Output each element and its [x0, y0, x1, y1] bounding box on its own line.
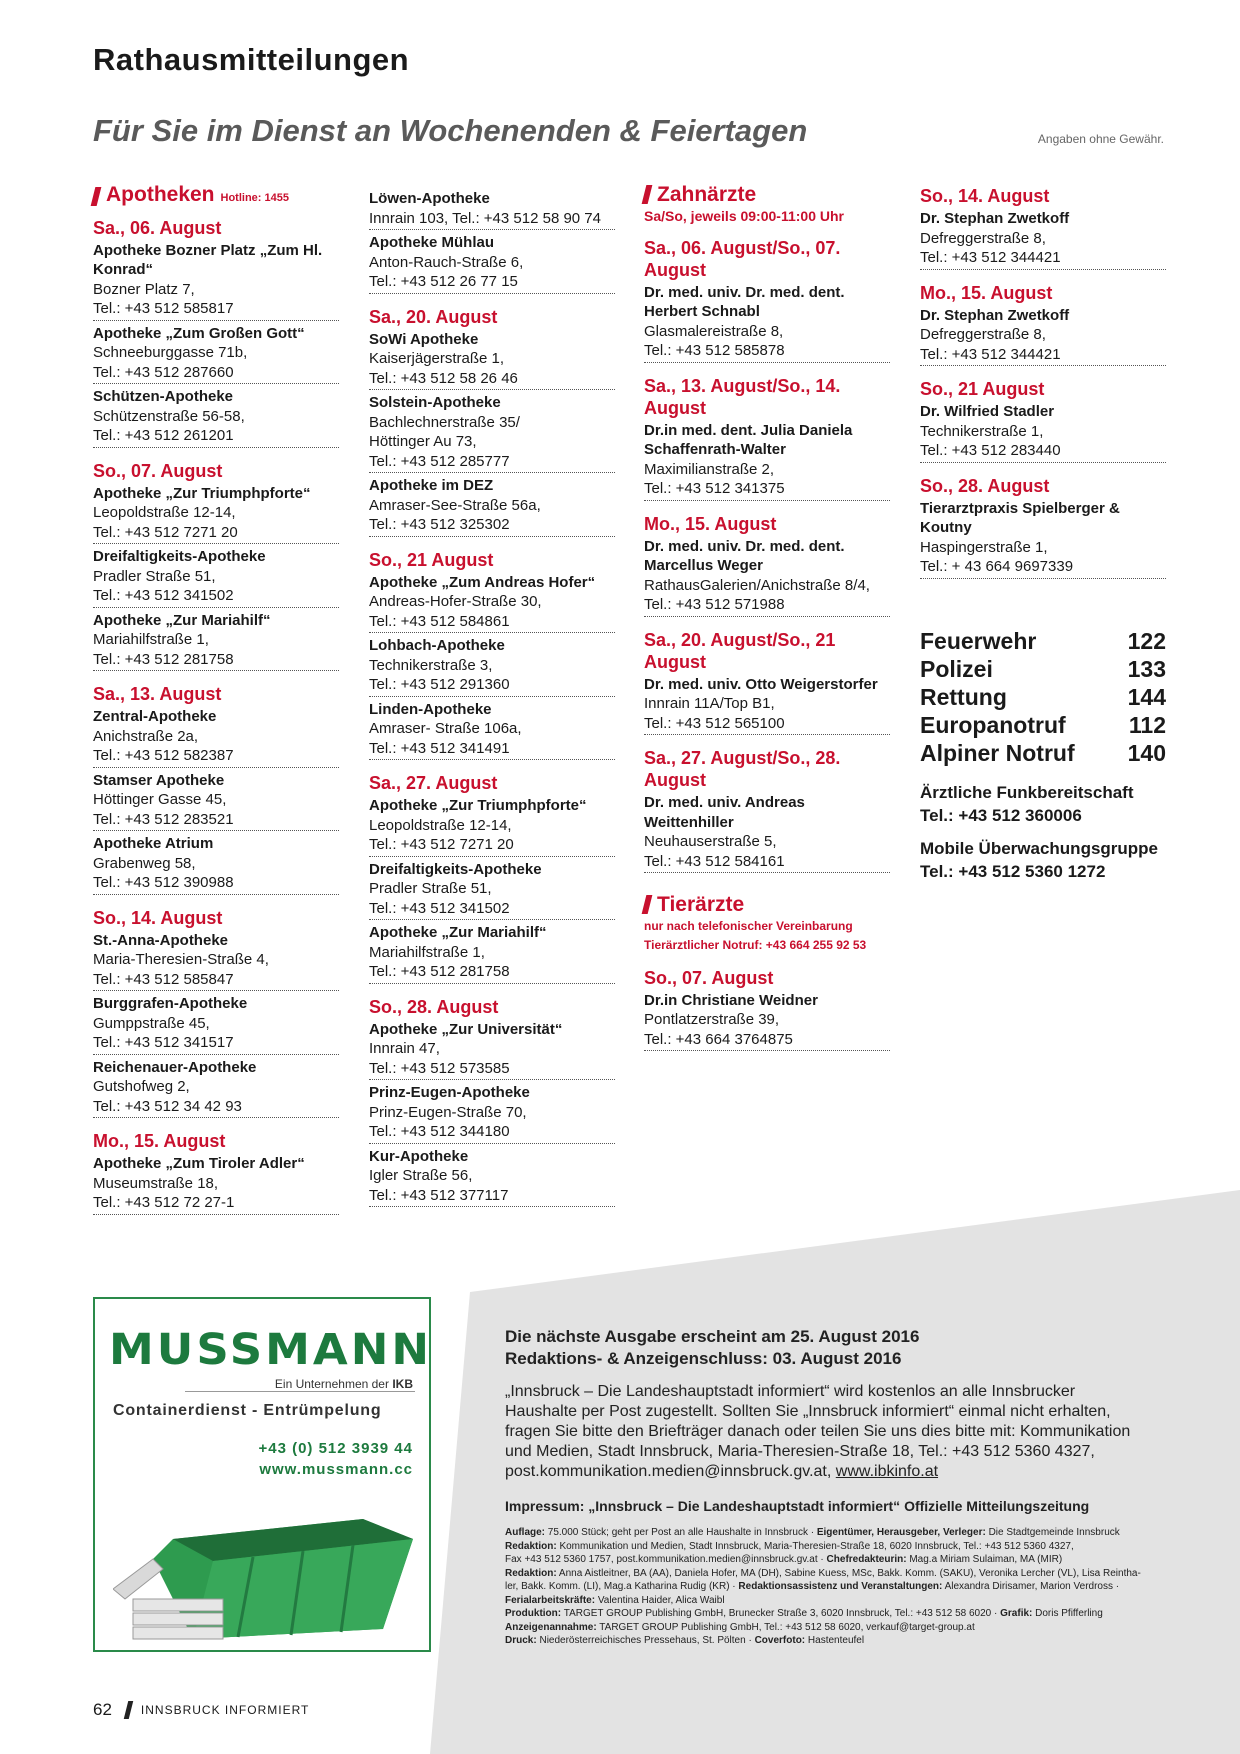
pharmacy-entry: [369, 860, 615, 921]
pharmacy-detail: Schneeburggasse 71b,: [93, 344, 248, 361]
doctor-name: Dr.in Christiane Weidner: [644, 991, 818, 1009]
ad-website[interactable]: www.mussmann.cc: [259, 1461, 413, 1478]
doctor-detail: Technikerstraße 1,: [920, 422, 1044, 440]
pharmacy-name: Apotheke „Zur Universität“: [369, 1020, 563, 1038]
pharmacy-detail: Maria-Theresien-Straße 4,: [93, 951, 269, 968]
date-heading: Mo., 15. August: [93, 1131, 226, 1151]
ad-divider: [185, 1391, 415, 1392]
pharmacy-name: Apotheke „Zum Großen Gott“: [93, 324, 305, 342]
pharmacy-name: Solstein-Apotheke: [369, 394, 501, 411]
date-heading: Sa., 27. August/So., 28. August: [644, 748, 841, 790]
pharmacy-entry: [93, 931, 339, 992]
pharmacy-name: St.-Anna-Apotheke: [93, 931, 228, 949]
pharmacy-detail: Schützenstraße 56-58,: [93, 407, 245, 425]
pharmacy-detail: Igler Straße 56,: [369, 1167, 473, 1184]
doctor-name: Dr. med. univ. Dr. med. dent. Herbert Schnabl: [644, 283, 845, 320]
doctor-entry: [644, 991, 890, 1052]
ad-phone: +43 (0) 512 3939 44: [258, 1440, 413, 1457]
pharmacy-entry: [93, 1154, 339, 1215]
pharmacy-detail: Bachlechnerstraße 35/: [369, 413, 520, 431]
pharmacy-entry: [369, 1083, 615, 1144]
doctor-detail: Tel.: +43 512 341375: [644, 480, 785, 497]
pharmacy-detail: Tel.: +43 512 281758: [369, 963, 510, 980]
pharmacy-detail: Innrain 47,: [369, 1040, 440, 1057]
pharmacy-name: Apotheke „Zur Mariahilf“: [369, 924, 547, 941]
section-bar-icon: [642, 895, 653, 914]
imprint-line: Produktion: TARGET GROUP Publishing GmbH, Brunecker Straße 3, 6020 Innsbruck, Tel.: +43 512 58 6020 · Grafik: Doris Pfifferling: [505, 1608, 1103, 1619]
doctor-entry: [644, 283, 890, 363]
imprint-line: Auflage: 75.000 Stück; geht per Post an alle Haushalte in Innsbruck · Eigentümer, Herausgeber, Verleger: Die Stadtgemeinde Innsbruck: [505, 1527, 1120, 1538]
pharmacy-detail: Innrain 103, Tel.: +43 512 58 90 74: [369, 209, 601, 227]
date-heading: So., 28. August: [369, 996, 499, 1017]
date-heading: Sa., 20. August: [369, 306, 498, 327]
pharmacy-detail: Tel.: +43 512 325302: [369, 516, 510, 533]
pharmacy-detail: Bozner Platz 7,: [93, 280, 195, 298]
ibkinfo-link[interactable]: www.ibkinfo.at: [835, 1463, 939, 1480]
emergency-numbers: [920, 627, 1166, 767]
doctor-detail: Tel.: + 43 664 9697339: [920, 558, 1074, 575]
pharmacy-entry: [93, 707, 339, 768]
imprint-line: Redaktion: Kommunikation und Medien, Stadt Innsbruck, Maria-Theresien-Straße 18, 6020 Innsbruck, Tel.: +43 512 5360 4327,: [505, 1540, 1074, 1552]
dentists-heading: Zahnärzte: [644, 185, 890, 205]
doctor-name: Dr. Wilfried Stadler: [920, 403, 1055, 420]
emergency-number-row: [920, 739, 1166, 767]
pharmacy-detail: Amraser- Straße 106a,: [369, 720, 522, 737]
pharmacy-name: Löwen-Apotheke: [369, 190, 490, 207]
section-bar-icon: [642, 185, 653, 204]
pharmacy-entry: [93, 241, 339, 321]
pharmacy-detail: Anton-Rauch-Straße 6,: [369, 253, 524, 271]
pharmacy-detail: Tel.: +43 512 584861: [369, 612, 510, 630]
pharmacy-entry: [369, 573, 615, 634]
imprint-line: Ferialarbeitskräfte: Valentina Haider, Alica Waibl: [505, 1594, 725, 1606]
pharmacy-entry: [93, 484, 339, 545]
waste-container-icon: [113, 1489, 413, 1649]
pharmacy-entry: [93, 611, 339, 672]
vet-list: [644, 967, 890, 1052]
pharmacy-detail: Tel.: +43 512 261201: [93, 427, 234, 444]
doctor-entry: [644, 421, 890, 501]
pharmacy-entry: [369, 1147, 615, 1208]
doctor-detail: Tel.: +43 512 344421: [920, 249, 1061, 266]
emergency-label: Rettung: [920, 683, 1007, 710]
doctor-entry: [644, 675, 890, 736]
pharmacy-entry: [369, 189, 615, 230]
emergency-label: Europanotruf: [920, 711, 1066, 738]
doctor-detail: Tel.: +43 664 3764875: [644, 1030, 793, 1048]
emergency-number: 112: [1128, 711, 1166, 738]
doctor-entry: [920, 306, 1166, 367]
pharmacy-hotline: Hotline: 1455: [220, 192, 289, 204]
pharmacy-detail: Anichstraße 2a,: [93, 727, 199, 745]
emergency-number: 140: [1127, 739, 1166, 766]
vet-list-continued: [920, 185, 1166, 579]
pharmacy-name: Apotheke „Zur Triumphpforte“: [369, 797, 587, 814]
date-heading: So., 14. August: [920, 186, 1050, 206]
pharmacy-detail: Tel.: +43 512 341517: [93, 1034, 234, 1051]
emergency-number: 144: [1127, 683, 1166, 710]
pharmacy-detail: Gumppstraße 45,: [93, 1014, 210, 1032]
pharmacy-detail: Pradler Straße 51,: [369, 880, 492, 897]
pharmacies-column-1: [93, 185, 339, 1218]
pharmacy-name: Kur-Apotheke: [369, 1147, 469, 1165]
mobile-monitoring-group: Mobile Überwachungsgruppe Tel.: +43 512 5360 1272: [920, 838, 1159, 881]
imprint-line: Fax +43 512 5360 1757, post.kommunikation.medien@innsbruck.gv.at · Chefredakteurin: Mag.a Miriam Sulaiman, MA (MIR): [505, 1554, 1063, 1565]
dentist-list: [644, 237, 890, 874]
pharmacy-detail: Tel.: +43 512 390988: [93, 874, 234, 891]
pharmacy-entry: [93, 1058, 339, 1119]
doctor-name: Dr. med. univ. Otto Weigerstorfer: [644, 675, 878, 693]
pharmacy-detail: Höttinger Au 73,: [369, 433, 477, 450]
pharmacy-detail: Tel.: +43 512 34 42 93: [93, 1097, 242, 1115]
pharmacy-entry: [93, 324, 339, 385]
pharmacy-name: Apotheke Bozner Platz „Zum Hl. Konrad“: [93, 241, 323, 278]
emergency-number-row: [920, 711, 1166, 739]
info-body: „Innsbruck – Die Landeshauptstadt informiert“ wird kostenlos an alle Innsbrucker Haushalte per Post zugestellt. Sollten Sie „Innsbruck informiert“ einmal nicht erhalten, fragen Sie bitte den Briefträger danach oder teilen Sie uns dies bitte mit: Kommunikation und Medien, Stadt Innsbruck, Maria-Theresien-Straße 18, Tel.: +43 512 5360 4327, post.kommunikation.medien@innsbruck.gv.at, www.ibkinfo.at: [505, 1383, 1131, 1480]
pharmacy-detail: Tel.: +43 512 281758: [93, 650, 234, 668]
pharmacy-entry: [369, 923, 615, 984]
mussmann-logo: MUSSMANN: [109, 1324, 433, 1375]
page-title: Rathausmitteilungen: [93, 42, 410, 77]
pharmacy-entry: [369, 476, 615, 537]
imprint-text: [505, 1526, 1143, 1648]
publication-name: INNSBRUCK INFORMIERT: [140, 1703, 310, 1717]
doctor-detail: Tel.: +43 512 571988: [644, 596, 785, 613]
date-heading: Sa., 13. August: [93, 684, 222, 704]
pharmacy-entry: [93, 387, 339, 448]
doctor-entry: [644, 537, 890, 617]
pharmacy-detail: Leopoldstraße 12-14,: [93, 504, 236, 521]
pharmacy-detail: Amraser-See-Straße 56a,: [369, 496, 541, 514]
deadline: Redaktions- & Anzeigenschluss: 03. August 2016: [505, 1349, 902, 1368]
pharmacy-name: Apotheke im DEZ: [369, 477, 494, 494]
pharmacy-name: Reichenauer-Apotheke: [93, 1058, 257, 1076]
doctor-name: Dr. Stephan Zwetkoff: [920, 210, 1070, 227]
pharmacy-entry: [369, 796, 615, 857]
pharmacy-detail: Tel.: +43 512 341491: [369, 739, 510, 757]
emergency-number-row: [920, 655, 1166, 683]
pharmacy-list-continued: [369, 189, 615, 1207]
doctor-entry: [920, 209, 1166, 270]
emergency-label: Feuerwehr: [920, 627, 1037, 654]
pharmacy-name: Apotheke „Zur Triumphpforte“: [93, 484, 311, 502]
date-heading: So., 14. August: [93, 907, 223, 928]
vets-emergency: Tierärztlicher Notruf: +43 664 255 92 53: [644, 937, 867, 952]
pharmacy-detail: Tel.: +43 512 7271 20: [369, 836, 514, 853]
pharmacy-name: Apotheke „Zum Tiroler Adler“: [93, 1155, 305, 1172]
date-heading: So., 07. August: [93, 460, 223, 481]
pharmacy-entry: [369, 1020, 615, 1081]
page-subtitle: Für Sie im Dienst an Wochenenden & Feiertagen: [93, 113, 808, 148]
doctor-name: Dr. med. univ. Dr. med. dent. Marcellus Weger: [644, 537, 845, 574]
date-heading: Sa., 27. August: [369, 773, 498, 793]
dentists-column: [644, 185, 890, 1054]
pharmacy-detail: Technikerstraße 3,: [369, 656, 493, 674]
impressum-heading: Impressum: „Innsbruck – Die Landeshauptstadt informiert“ Offizielle Mitteilungszeitung: [505, 1498, 1090, 1514]
pharmacy-detail: Tel.: +43 512 26 77 15: [369, 273, 518, 290]
emergency-label: Alpiner Notruf: [920, 739, 1075, 766]
date-heading: Sa., 06. August/So., 07. August: [644, 237, 841, 280]
ad-parent-company: Ein Unternehmen der IKB: [274, 1377, 413, 1391]
ad-service: Containerdienst - Entrümpelung: [113, 1402, 382, 1419]
date-heading: Sa., 20. August/So., 21 August: [644, 629, 836, 672]
doctor-detail: RathausGalerien/Anichstraße 8/4,: [644, 576, 870, 594]
doctor-detail: Defreggerstraße 8,: [920, 229, 1046, 247]
pharmacy-name: Linden-Apotheke: [369, 700, 492, 718]
mussmann-advertisement[interactable]: [93, 1297, 431, 1652]
pharmacy-detail: Tel.: +43 512 585847: [93, 970, 234, 988]
date-heading: So., 28. August: [920, 475, 1050, 496]
doctor-detail: Tel.: +43 512 283440: [920, 442, 1061, 459]
doctor-detail: Haspingerstraße 1,: [920, 538, 1048, 556]
pharmacy-entry: [93, 547, 339, 608]
date-heading: So., 21 August: [369, 549, 494, 570]
footer-bar-icon: [124, 1701, 133, 1719]
pharmacy-detail: Tel.: +43 512 7271 20: [93, 523, 238, 541]
pharmacy-name: Dreifaltigkeits-Apotheke: [369, 860, 542, 878]
date-heading: Sa., 13. August/So., 14. August: [644, 375, 841, 418]
date-heading: Mo., 15. August: [920, 282, 1053, 303]
pharmacy-name: Apotheke „Zum Andreas Hofer“: [369, 573, 596, 591]
doctor-entry: [920, 402, 1166, 463]
pharmacy-detail: Tel.: +43 512 341502: [93, 587, 234, 604]
pharmacy-detail: Tel.: +43 512 341502: [369, 899, 510, 917]
pharmacy-entry: [93, 771, 339, 832]
pharmacy-detail: Tel.: +43 512 72 27-1: [93, 1194, 235, 1211]
page-footer: [93, 1700, 309, 1720]
pharmacy-detail: Tel.: +43 512 344180: [369, 1123, 510, 1140]
publication-info: [505, 1326, 1143, 1648]
imprint-line: ler, Bakk. Komm. (LI), Mag.a Katharina Rudig (KR) · Redaktionsassistenz und Veranstaltungen: Alexandra Dirisamer, Marion Verdross ·: [505, 1581, 1120, 1592]
doctor-detail: Tel.: +43 512 344421: [920, 345, 1061, 363]
doctor-name: Dr. Stephan Zwetkoff: [920, 306, 1070, 324]
date-heading: Sa., 06. August: [93, 217, 222, 238]
doctor-detail: Glasmalereistraße 8,: [644, 322, 784, 340]
pharmacy-entry: [369, 233, 615, 294]
pharmacy-detail: Museumstraße 18,: [93, 1174, 219, 1192]
doctor-name: Dr. med. univ. Andreas Weittenhiller: [644, 794, 805, 831]
pharmacies-heading: Apotheken Hotline: 1455: [93, 185, 339, 209]
doctor-detail: Defreggerstraße 8,: [920, 326, 1046, 343]
emergency-number-row: [920, 627, 1166, 655]
pharmacy-detail: Tel.: +43 512 285777: [369, 452, 510, 470]
doctor-name: Tierarztpraxis Spielberger & Koutny: [920, 499, 1120, 536]
disclaimer: Angaben ohne Gewähr.: [1037, 132, 1164, 146]
date-heading: So., 21 August: [920, 379, 1045, 399]
emergency-number: 133: [1127, 655, 1166, 682]
pharmacy-detail: Tel.: +43 512 287660: [93, 363, 234, 381]
date-heading: So., 07. August: [644, 967, 774, 988]
dentists-hours: Sa/So, jeweils 09:00-11:00 Uhr: [644, 207, 844, 224]
pharmacy-name: Burggrafen-Apotheke: [93, 995, 248, 1012]
pharmacy-detail: Leopoldstraße 12-14,: [369, 816, 512, 834]
emergency-number-row: [920, 683, 1166, 711]
pharmacy-entry: [93, 834, 339, 895]
pharmacy-detail: Pradler Straße 51,: [93, 567, 216, 585]
medical-radio: Ärztliche Funkbereitschaft Tel.: +43 512 360006: [920, 782, 1134, 825]
pharmacy-detail: Gutshofweg 2,: [93, 1078, 190, 1095]
pharmacy-name: Stamser Apotheke: [93, 771, 225, 789]
pharmacy-entry: [369, 700, 615, 761]
vets-column-continued: [920, 185, 1166, 883]
date-heading: Mo., 15. August: [644, 513, 777, 534]
emergency-number: 122: [1127, 627, 1166, 654]
pharmacy-name: Prinz-Eugen-Apotheke: [369, 1084, 530, 1101]
pharmacy-detail: Mariahilfstraße 1,: [93, 631, 209, 648]
doctor-entry: [920, 499, 1166, 579]
pharmacy-entry: [369, 636, 615, 697]
section-bar-icon: [91, 187, 102, 206]
page-number: 62: [93, 1700, 112, 1719]
doctor-detail: Pontlatzerstraße 39,: [644, 1011, 780, 1028]
pharmacy-entry: [369, 393, 615, 473]
pharmacy-detail: Tel.: +43 512 283521: [93, 810, 234, 828]
imprint-line: Druck: Niederösterreichisches Pressehaus, St. Pölten · Coverfoto: Hastenteufel: [505, 1635, 865, 1646]
pharmacy-detail: Andreas-Hofer-Straße 30,: [369, 593, 542, 610]
imprint-line: Anzeigenannahme: TARGET GROUP Publishing GmbH, Tel.: +43 512 58 6020, verkauf@target-group.at: [505, 1621, 975, 1633]
doctor-entry: [644, 793, 890, 873]
pharmacy-detail: Mariahilfstraße 1,: [369, 943, 485, 961]
vets-heading: Tierärzte: [644, 895, 890, 915]
next-issue: Die nächste Ausgabe erscheint am 25. August 2016: [505, 1327, 920, 1346]
doctor-detail: Innrain 11A/Top B1,: [644, 695, 775, 712]
doctor-name: Dr.in med. dent. Julia Daniela Schaffenrath-Walter: [644, 421, 853, 458]
pharmacy-name: Schützen-Apotheke: [93, 388, 234, 405]
pharmacy-detail: Tel.: +43 512 377117: [369, 1186, 509, 1204]
emergency-label: Polizei: [920, 655, 993, 682]
pharmacy-detail: Tel.: +43 512 58 26 46: [369, 369, 518, 387]
pharmacy-list: [93, 217, 339, 1215]
pharmacy-name: Zentral-Apotheke: [93, 708, 217, 725]
pharmacy-name: Lohbach-Apotheke: [369, 637, 505, 654]
pharmacies-column-2: [369, 189, 615, 1210]
pharmacy-detail: Tel.: +43 512 291360: [369, 676, 510, 693]
doctor-detail: Tel.: +43 512 585878: [644, 342, 785, 359]
pharmacy-name: Dreifaltigkeits-Apotheke: [93, 548, 266, 565]
pharmacy-detail: Höttinger Gasse 45,: [93, 791, 227, 808]
doctor-detail: Maximilianstraße 2,: [644, 460, 775, 478]
pharmacy-name: Apotheke Mühlau: [369, 234, 495, 251]
pharmacy-name: Apotheke Atrium: [93, 835, 214, 852]
pharmacy-detail: Prinz-Eugen-Straße 70,: [369, 1103, 527, 1121]
pharmacy-entry: [369, 330, 615, 391]
pharmacy-detail: Tel.: +43 512 582387: [93, 747, 234, 764]
imprint-line: Redaktion: Anna Aistleitner, BA (AA), Daniela Hofer, MA (DH), Sabine Kuess, MSc, Bakk. Komm. (SAKU), Veronika Lercher (VL), Lisa Reintha-: [505, 1567, 1141, 1579]
pharmacy-detail: Kaiserjägerstraße 1,: [369, 350, 505, 367]
vets-note: nur nach telefonischer Vereinbarung: [644, 918, 853, 933]
pharmacy-name: SoWi Apotheke: [369, 330, 479, 348]
pharmacy-detail: Grabenweg 58,: [93, 854, 196, 872]
pharmacy-entry: [93, 994, 339, 1055]
pharmacy-detail: Tel.: +43 512 573585: [369, 1059, 510, 1077]
doctor-detail: Tel.: +43 512 584161: [644, 852, 785, 870]
doctor-detail: Tel.: +43 512 565100: [644, 714, 785, 732]
pharmacy-detail: Tel.: +43 512 585817: [93, 300, 234, 317]
pharmacy-name: Apotheke „Zur Mariahilf“: [93, 611, 271, 629]
doctor-detail: Neuhauserstraße 5,: [644, 833, 777, 850]
